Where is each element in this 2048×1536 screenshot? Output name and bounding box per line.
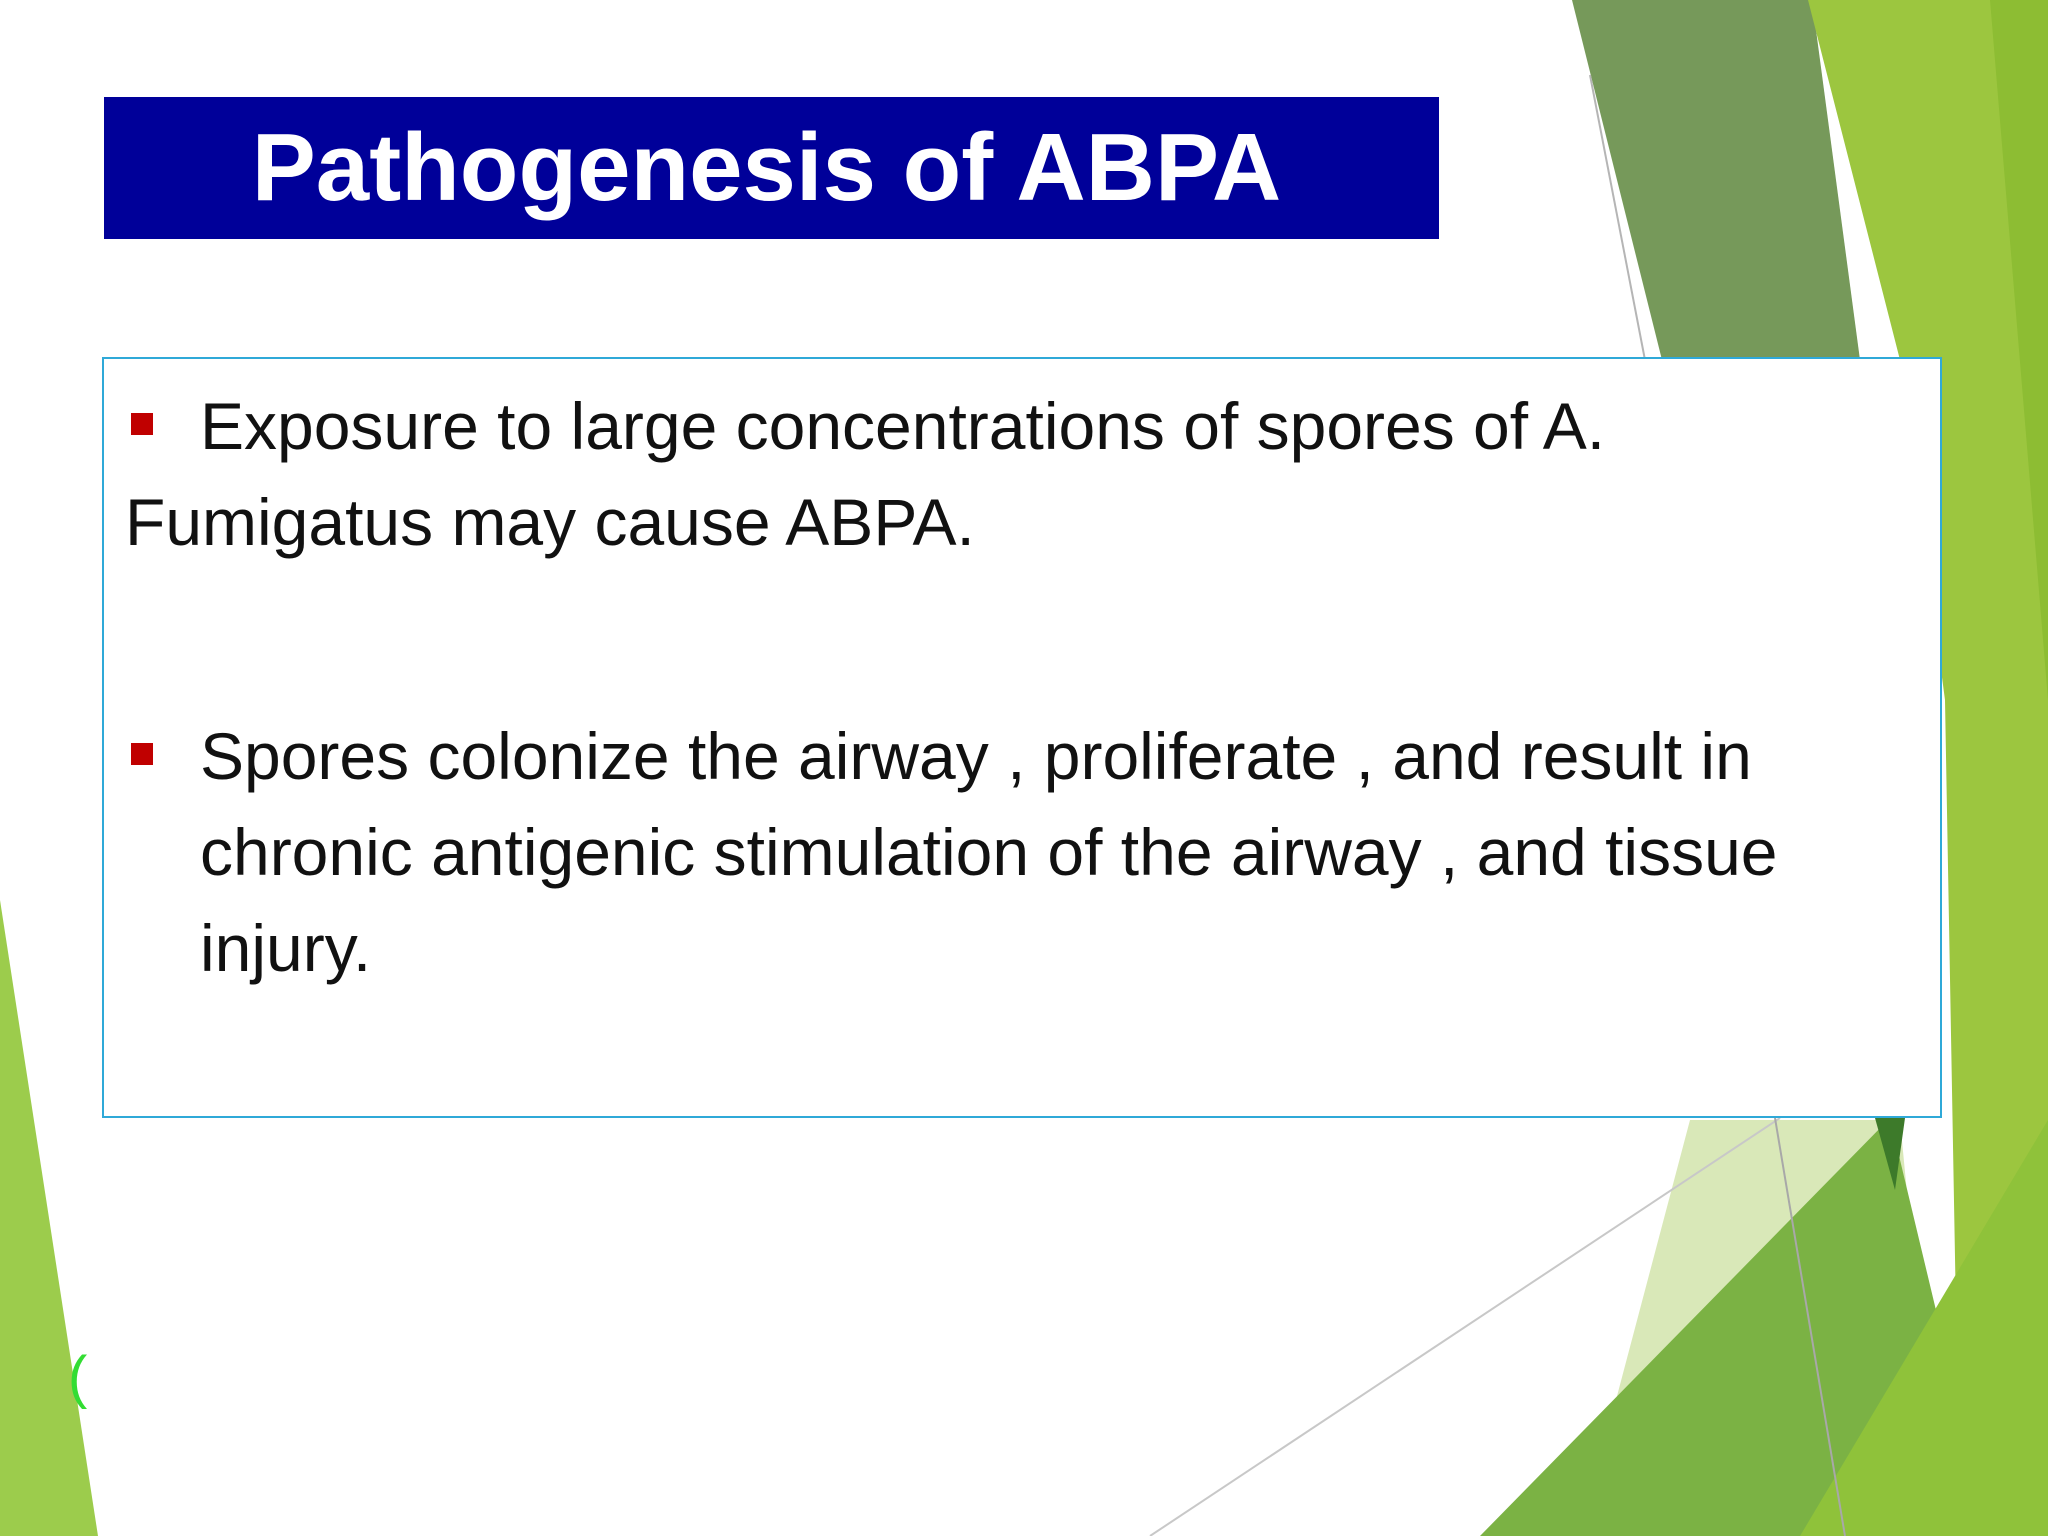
bullet-2-text: Spores colonize the airway , proliferate , and result in chronic antigenic stimulation of the airway , and tissue injury. [200,719,1778,985]
bullet-marker-1 [131,413,153,435]
slide-title: Pathogenesis of ABPA [251,114,1282,221]
bullet-marker-2 [131,743,153,765]
green-shard-dark [1572,0,1860,360]
title-bar [104,97,1439,239]
bullet-1-line-1: Exposure to large concentrations of spores of A. [200,389,1606,463]
stray-parenthesis: ( [68,1345,88,1410]
bullet-1-line-2: Fumigatus may cause ABPA. [125,485,975,559]
green-shard-left [0,900,98,1536]
